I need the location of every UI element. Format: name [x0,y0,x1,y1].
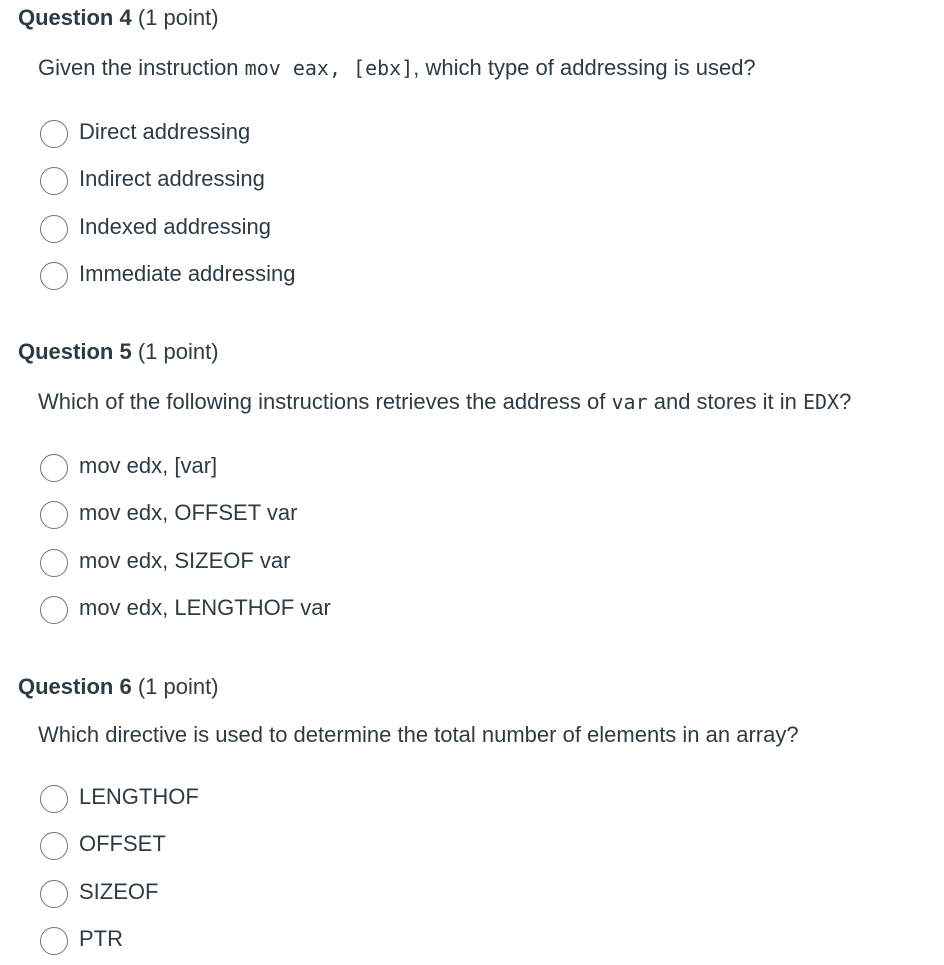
answer-option[interactable] [40,258,295,290]
prompt-code: mov eax, [ebx] [244,56,414,80]
answer-option[interactable] [40,781,199,813]
option-label: Indexed addressing [79,214,272,239]
question-points: (1 point) [137,674,219,699]
question-points: (1 point) [137,5,219,30]
answer-option[interactable] [40,497,297,529]
answer-option[interactable] [40,923,123,955]
answer-option[interactable] [40,163,265,195]
option-label: SIZEOF [79,879,159,904]
option-label: Direct addressing [79,119,251,144]
radio-button[interactable] [40,120,68,148]
answer-option[interactable] [40,876,158,908]
radio-button[interactable] [40,167,68,195]
question-header [18,338,219,366]
radio-button[interactable] [40,596,68,624]
prompt-code: var [611,390,648,414]
prompt-text: , which type of addressing is used? [413,55,756,80]
question-points: (1 point) [137,339,219,364]
prompt-text: Given the instruction [38,55,245,80]
option-label: mov edx, [var] [79,453,218,478]
option-label: LENGTHOF [79,784,199,809]
answer-option[interactable] [40,545,291,577]
option-label: Immediate addressing [79,261,296,286]
option-label: PTR [79,926,123,951]
question-header [18,673,219,701]
option-label: mov edx, SIZEOF var [79,548,291,573]
prompt-text: and stores it in [647,389,803,414]
radio-button[interactable] [40,215,68,243]
answer-option[interactable] [40,450,217,482]
answer-option[interactable] [40,828,166,860]
option-label: Indirect addressing [79,166,265,191]
answer-option[interactable] [40,116,250,148]
question-header [18,4,219,32]
prompt-code: EDX [802,390,840,414]
radio-button[interactable] [40,785,68,813]
question-prompt [38,388,851,416]
option-label: OFFSET [79,831,166,856]
radio-button[interactable] [40,501,68,529]
question-prompt [38,54,756,82]
answer-option[interactable] [40,211,271,243]
radio-button[interactable] [40,549,68,577]
option-label: mov edx, LENGTHOF var [79,595,331,620]
prompt-text: ? [839,389,852,414]
answer-option[interactable] [40,592,331,624]
radio-button[interactable] [40,454,68,482]
question-title: Question 6 [18,674,132,699]
radio-button[interactable] [40,880,68,908]
radio-button[interactable] [40,262,68,290]
radio-button[interactable] [40,832,68,860]
question-prompt: Which directive is used to determine the total number of elements in an array? [38,722,799,747]
radio-button[interactable] [40,927,68,955]
question-title: Question 4 [18,5,132,30]
option-label: mov edx, OFFSET var [79,500,298,525]
question-title: Question 5 [18,339,132,364]
prompt-text: Which of the following instructions retrieves the address of [38,389,612,414]
